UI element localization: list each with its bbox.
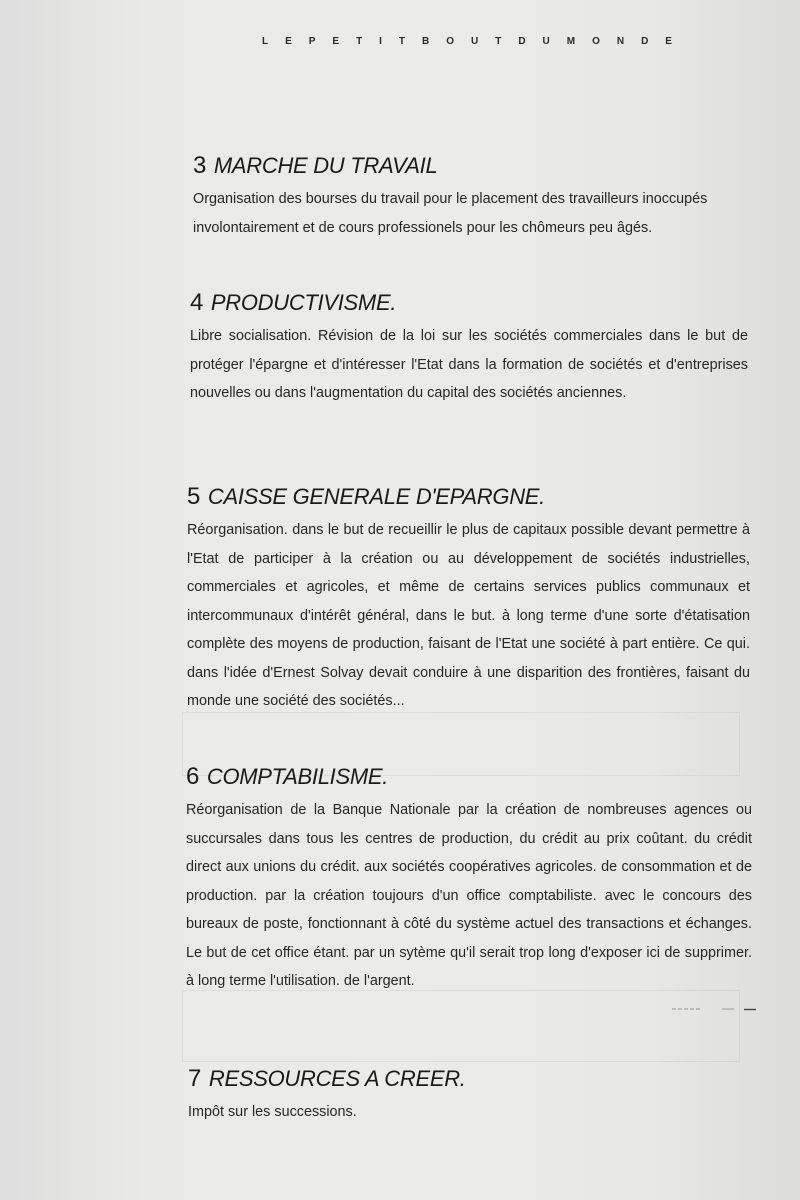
header-letter: U xyxy=(542,36,550,47)
header-letter: M xyxy=(566,36,576,47)
header-letter: P xyxy=(308,36,316,47)
header-letter: E xyxy=(665,36,672,47)
header-letter: O xyxy=(592,36,600,47)
section-marche-du-travail xyxy=(193,153,748,242)
section-number: 3 xyxy=(193,152,207,179)
header-letter: T xyxy=(356,36,363,47)
section-title: RESSOURCES A CREER. xyxy=(208,1066,466,1091)
section-heading xyxy=(186,764,752,790)
header-letter: E xyxy=(332,36,340,47)
header-letter: U xyxy=(471,36,479,47)
header-letter: D xyxy=(641,36,649,47)
section-heading xyxy=(188,1066,748,1092)
section-caisse-generale-epargne xyxy=(187,484,750,716)
section-title: COMPTABILISME. xyxy=(206,764,389,789)
section-body: Libre socialisation. Révision de la loi sur les sociétés commerciales dans le but de protéger l'épargne et d'intéresser l'Etat dans la formation de sociétés et d'entreprises nouvelles ou dans l'augmentation du capital des sociétés anciennes. xyxy=(190,328,748,401)
header-letter: L xyxy=(262,36,269,47)
section-title: CAISSE GENERALE D'EPARGNE. xyxy=(207,484,545,509)
header-letter: D xyxy=(518,36,526,47)
header-letter: E xyxy=(285,36,292,47)
section-productivisme xyxy=(190,290,748,408)
section-body: Réorganisation. dans le but de recueillir le plus de capitaux possible devant permettre à l'Etat de participer à la création ou au développement de sociétés industrielles, commerciales et agricoles, et même de certains services publics communaux et intercommunaux d'intérêt général, dans le but. à long terme d'une sorte d'étatisation complète des moyens de production, faisant de l'Etat une société à part entière. Ce qui. dans l'idée d'Ernest Solvay devait conduire à une disparition des frontières, faisant du monde une société des sociétés... xyxy=(187,522,750,709)
section-number: 6 xyxy=(186,763,200,790)
section-number: 7 xyxy=(188,1065,202,1092)
pencil-mark xyxy=(672,1007,756,1011)
header-letter: O xyxy=(446,36,455,47)
header-letter: T xyxy=(398,36,406,47)
section-title: PRODUCTIVISME. xyxy=(210,290,397,315)
section-body: Réorganisation de la Banque Nationale par la création de nombreuses agences ou succursales dans tous les centres de production, du crédit au prix coûtant. du crédit direct aux unions du crédit. aux sociétés coopératives agricoles. de consommation et de production. par la création toujours d'un office comptabiliste. avec le concours des bureaux de poste, fonctionnant à côté du système actuel des transactions et échanges. Le but de cet office étant. par un sytème qu'il serait trop long d'exposer ici de supprimer. à long terme l'utilisation. de l'argent. xyxy=(186,802,752,989)
section-number: 4 xyxy=(190,289,204,316)
header-letter: B xyxy=(422,36,430,47)
section-heading xyxy=(193,153,748,179)
section-number: 5 xyxy=(187,483,201,510)
header-letter: N xyxy=(616,36,625,47)
running-header xyxy=(262,36,672,47)
header-letter: I xyxy=(379,36,382,47)
section-comptabilisme xyxy=(186,764,752,996)
header-letter: T xyxy=(495,36,502,47)
section-title: MARCHE DU TRAVAIL xyxy=(213,153,438,178)
section-heading xyxy=(187,484,750,510)
section-body: Organisation des bourses du travail pour le placement des travailleurs inoccupés involontairement et de cours professionels pour les chômeurs peu âgés. xyxy=(193,191,708,236)
show-through-box xyxy=(182,990,740,1062)
section-heading xyxy=(190,290,748,316)
section-ressources-a-creer xyxy=(188,1066,748,1127)
section-body: Impôt sur les successions. xyxy=(188,1104,357,1120)
